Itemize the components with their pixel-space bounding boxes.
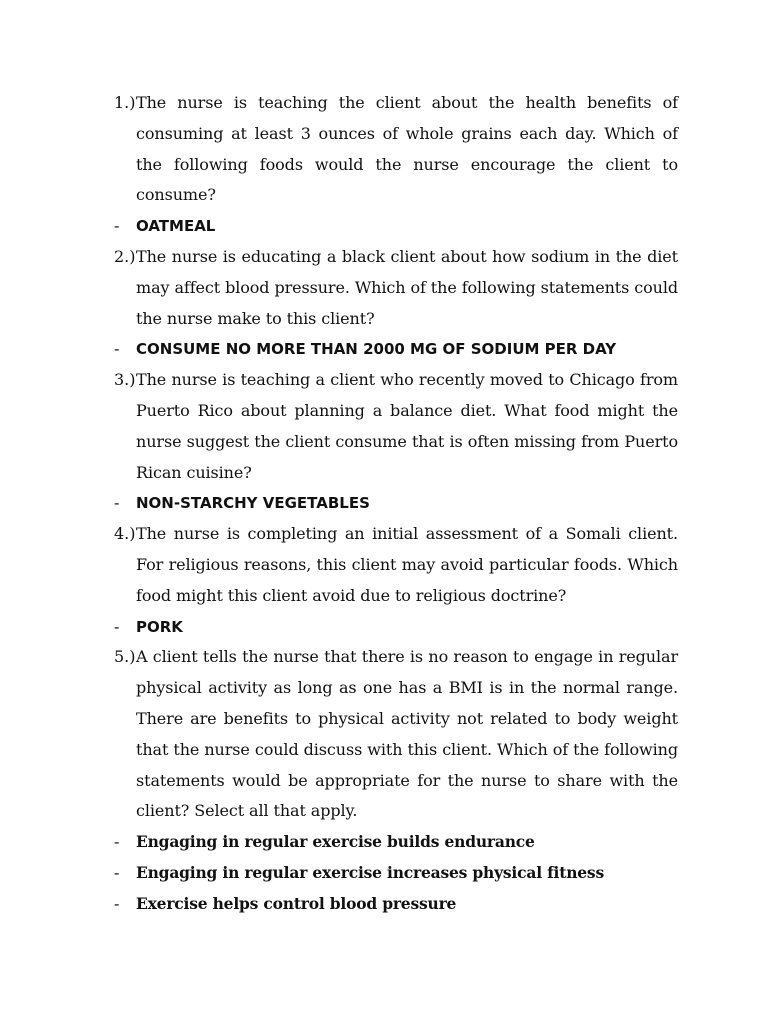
answer-5a — [114, 827, 678, 858]
question-number: 3.) — [114, 370, 136, 390]
answer-2 — [114, 334, 678, 365]
answer-5b — [114, 858, 678, 889]
answer-4 — [114, 612, 678, 643]
question-3 — [114, 365, 678, 488]
answer-text: Exercise helps control blood pressure — [136, 893, 457, 913]
answer-text: OATMEAL — [136, 217, 216, 236]
question-text: The nurse is educating a black client about how sodium in the diet may affect blood pressure. Which of the following statements could the nurse make to this client? — [136, 246, 678, 328]
question-list — [114, 88, 678, 920]
question-text: The nurse is completing an initial assessment of a Somali client. For religious reasons, this client may avoid particular foods. Which food might this client avoid due to religious doctrine? — [136, 524, 678, 605]
answer-1 — [114, 211, 678, 242]
answer-text: NON-STARCHY VEGETABLES — [136, 494, 370, 513]
question-number: 2.) — [114, 246, 136, 266]
question-2 — [114, 242, 678, 334]
question-5 — [114, 642, 678, 827]
question-1 — [114, 88, 678, 211]
answer-dash: - — [114, 862, 120, 882]
answer-text: CONSUME NO MORE THAN 2000 MG OF SODIUM PER DAY — [136, 340, 617, 359]
answer-dash: - — [114, 339, 120, 359]
question-text: The nurse is teaching the client about the health benefits of consuming at least 3 ounces of whole grains each day. Which of the following foods would the nurse encourage the client to consume? — [136, 93, 678, 205]
answer-text: PORK — [136, 617, 183, 636]
answer-text: Engaging in regular exercise builds endurance — [136, 832, 535, 852]
answer-dash: - — [114, 893, 120, 913]
answer-dash: - — [114, 493, 120, 513]
question-text: A client tells the nurse that there is no reason to engage in regular physical activity as long as one has a BMI is in the normal range. There are benefits to physical activity not related to body weight that the nurse could discuss with this client. Which of the following statements would be appropriate for the nurse to share with the client? Select all that apply. — [136, 647, 678, 821]
question-number: 1.) — [114, 93, 136, 112]
answer-3 — [114, 488, 678, 519]
answer-5c — [114, 889, 678, 920]
answer-dash: - — [114, 216, 120, 236]
question-4 — [114, 519, 678, 611]
answer-dash: - — [114, 832, 120, 852]
answer-dash: - — [114, 616, 120, 636]
question-number: 4.) — [114, 524, 136, 544]
answer-text: Engaging in regular exercise increases physical fitness — [136, 862, 604, 882]
question-text: The nurse is teaching a client who recently moved to Chicago from Puerto Rico about planning a balance diet. What food might the nurse suggest the client consume that is often missing from Puerto Rican cuisine? — [136, 370, 678, 482]
question-number: 5.) — [114, 647, 136, 667]
